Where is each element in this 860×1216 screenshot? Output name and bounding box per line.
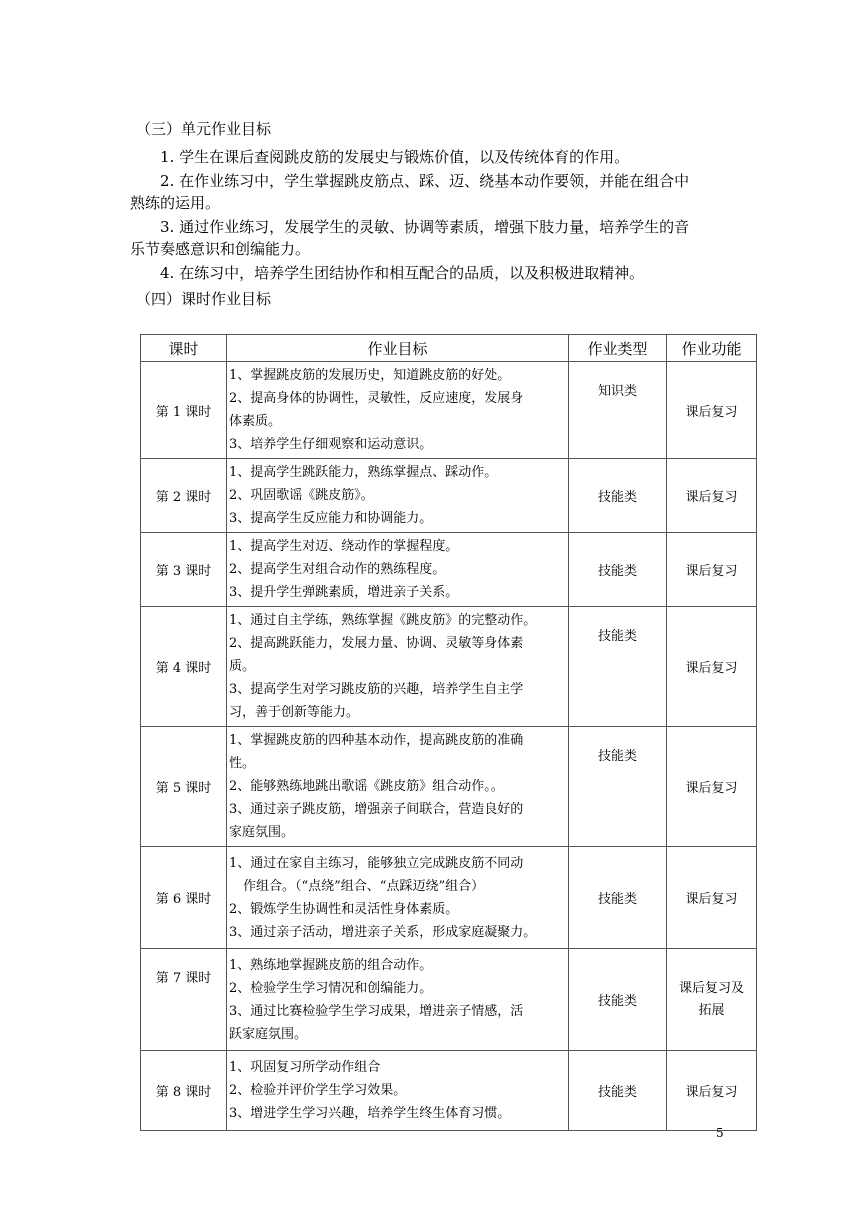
goal-line: 2、检验并评价学生学习效果。: [229, 1083, 407, 1098]
goal-line: 1、熟练地掌握跳皮筋的组合动作。: [229, 957, 433, 973]
function-cell: 课后复习: [667, 607, 757, 727]
type-cell: 技能类: [569, 727, 667, 847]
goals-cell: [227, 533, 569, 607]
goal-line: 跃家庭氛围。: [229, 1026, 308, 1042]
function-cell: 课后复习: [667, 362, 757, 459]
function-cell: 课后复习: [667, 459, 757, 533]
goal-line: 1、提高学生跳跃能力，熟练掌握点、踩动作。: [229, 465, 498, 480]
section3-item-3-cont: 乐节奏感意识和创编能力。: [130, 240, 311, 258]
goal-line: 2、锻炼学生协调性和灵活性身体素质。: [229, 901, 459, 917]
table-row: [141, 727, 757, 847]
lesson-cell: 第 1 课时: [141, 362, 227, 459]
goal-line: 质。: [229, 659, 256, 674]
lesson-cell: 第 5 课时: [141, 727, 227, 847]
goal-line: 作组合。（“点绕”组合、“点踩迈绕”组合）: [243, 878, 485, 894]
type-cell: 技能类: [569, 949, 667, 1051]
function-cell: 课后复习: [667, 727, 757, 847]
goals-cell: [227, 459, 569, 533]
goal-line: 1、提高学生对迈、绕动作的掌握程度。: [229, 539, 459, 554]
type-cell: 技能类: [569, 847, 667, 949]
lesson-cell: 第 6 课时: [141, 847, 227, 949]
lesson-cell: 第 2 课时: [141, 459, 227, 533]
table-row: [141, 362, 757, 459]
function-cell: 课后复习: [667, 847, 757, 949]
lesson-cell: 第 8 课时: [141, 1051, 227, 1131]
section3-item-2: 2. 在作业练习中，学生掌握跳皮筋点、踩、迈、绕基本动作要领，并能在组合中: [160, 172, 690, 190]
goal-line: 2、提高跳跃能力，发展力量、协调、灵敏等身体素: [229, 636, 524, 651]
goal-line: 性。: [229, 756, 256, 771]
type-cell: 技能类: [569, 459, 667, 533]
lesson-cell: 第 4 课时: [141, 607, 227, 727]
table-row: [141, 459, 757, 533]
goal-line: 3、提升学生弹跳素质，增进亲子关系。: [229, 585, 459, 600]
goal-line: 1、巩固复习所学动作组合: [229, 1060, 381, 1075]
function-cell: 课后复习: [667, 533, 757, 607]
section3-item-4: 4. 在练习中，培养学生团结协作和相互配合的品质，以及积极进取精神。: [160, 264, 645, 282]
type-cell: 技能类: [569, 533, 667, 607]
goals-cell: [227, 362, 569, 459]
goals-cell: [227, 847, 569, 949]
function-cell: 课后复习: [667, 1051, 757, 1131]
goals-cell: [227, 607, 569, 727]
type-cell: 技能类: [569, 1051, 667, 1131]
goal-line: 体素质。: [229, 414, 282, 429]
goal-line: 3、通过比赛检验学生学习成果，增进亲子情感，活: [229, 1003, 524, 1019]
header-function: 作业功能: [667, 335, 757, 362]
table-row: [141, 1051, 757, 1131]
goals-cell: [227, 1051, 569, 1131]
table-row: [141, 949, 757, 1051]
goals-cell: [227, 727, 569, 847]
goal-line: 家庭氛围。: [229, 825, 295, 840]
table-row: [141, 847, 757, 949]
section3-title: （三）单元作业目标: [136, 120, 272, 138]
goal-line: 3、培养学生仔细观察和运动意识。: [229, 437, 433, 452]
table-header-row: [141, 335, 757, 362]
page-number: 5: [716, 1126, 724, 1140]
goal-line: 3、通过亲子跳皮筋，增强亲子间联合，营造良好的: [229, 802, 524, 817]
goals-cell: [227, 949, 569, 1051]
goal-line: 1、通过自主学练，熟练掌握《跳皮筋》的完整动作。: [229, 613, 537, 628]
section4-title: （四）课时作业目标: [136, 290, 272, 308]
goal-line: 1、掌握跳皮筋的四种基本动作，提高跳皮筋的准确: [229, 733, 524, 748]
goal-line: 2、提高身体的协调性，灵敏性，反应速度，发展身: [229, 391, 524, 406]
goal-line: 3、增进学生学习兴趣，培养学生终生体育习惯。: [229, 1106, 511, 1121]
goal-line: 1、掌握跳皮筋的发展历史，知道跳皮筋的好处。: [229, 368, 511, 383]
section3-item-3: 3. 通过作业练习，发展学生的灵敏、协调等素质，增强下肢力量，培养学生的音: [160, 218, 690, 236]
goal-line: 2、巩固歌谣《跳皮筋》。: [229, 488, 374, 503]
section3-item-1: 1. 学生在课后查阅跳皮筋的发展史与锻炼价值，以及传统体育的作用。: [160, 148, 630, 166]
lesson-goals-table: [140, 334, 757, 1131]
goal-line: 3、提高学生反应能力和协调能力。: [229, 511, 433, 526]
header-type: 作业类型: [569, 335, 667, 362]
type-cell: 知识类: [569, 362, 667, 459]
goal-line: 2、提高学生对组合动作的熟练程度。: [229, 562, 446, 577]
goal-line: 1、通过在家自主练习，能够独立完成跳皮筋不同动: [229, 855, 524, 871]
type-cell: 技能类: [569, 607, 667, 727]
table-row: [141, 607, 757, 727]
goal-line: 2、能够熟练地跳出歌谣《跳皮筋》组合动作。。: [229, 779, 504, 794]
header-goals: 作业目标: [227, 335, 569, 362]
goal-line: 3、提高学生对学习跳皮筋的兴趣，培养学生自主学: [229, 682, 524, 697]
goal-line: 习，善于创新等能力。: [229, 705, 360, 720]
section3-item-2-cont: 熟练的运用。: [130, 194, 221, 212]
goal-line: 3、通过亲子活动，增进亲子关系，形成家庭凝聚力。: [229, 924, 537, 940]
table-row: [141, 533, 757, 607]
lesson-cell: 第 3 课时: [141, 533, 227, 607]
function-cell: 课后复习及拓展: [667, 949, 757, 1051]
lesson-cell: 第 7 课时: [141, 949, 227, 1051]
header-lesson: 课时: [141, 335, 227, 362]
goal-line: 2、检验学生学习情况和创编能力。: [229, 980, 433, 996]
